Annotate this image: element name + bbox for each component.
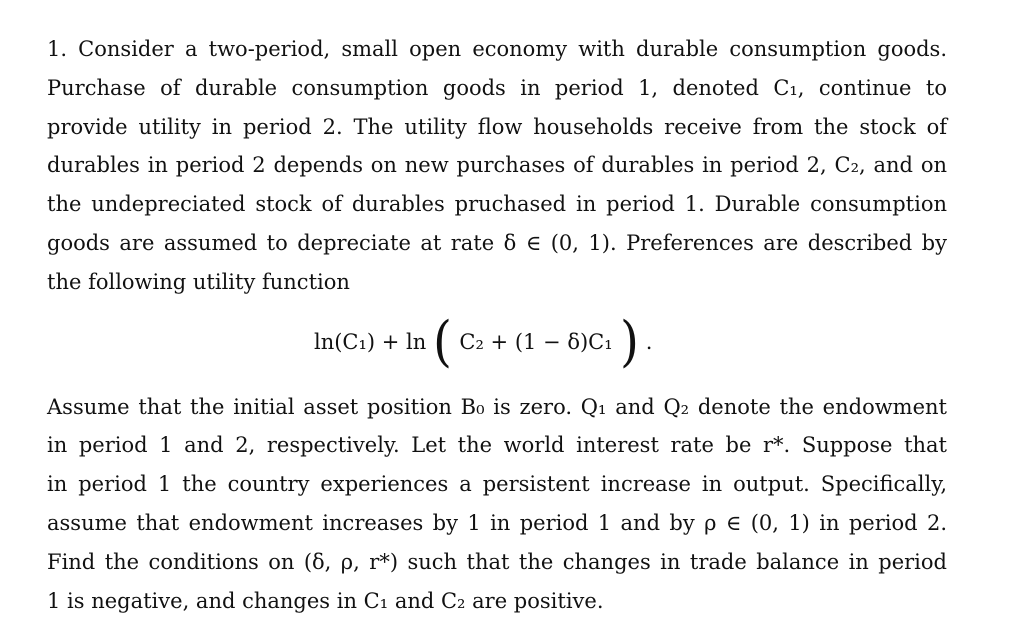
equation-left: ln(C₁) + ln — [314, 329, 427, 354]
text-line: assume that endowment increases by 1 in period 1 and by ρ ∈ (0, 1) in period 2. — [47, 510, 947, 535]
text-line: Assume that the initial asset position B₀ is zero. Q₁ and Q₂ denote the endowment — [47, 394, 947, 419]
text-line: the undepreciated stock of durables pruchased in period 1. Durable consumption — [47, 192, 947, 217]
left-paren: ( — [433, 309, 453, 373]
text-line: the following utility function — [47, 269, 350, 294]
utility-equation — [47, 304, 947, 384]
text-line: Purchase of durable consumption goods in period 1, denoted C₁, continue to — [47, 75, 947, 100]
problem-paragraph-1 — [47, 30, 947, 302]
text-line: 1 is negative, and changes in C₁ and C₂ are positive. — [47, 588, 604, 613]
text-line: Find the conditions on (δ, ρ, r*) such that the changes in trade balance in period — [47, 549, 947, 574]
text-line: goods are assumed to depreciate at rate δ ∈ (0, 1). Preferences are described by — [47, 230, 947, 255]
problem-text — [47, 30, 947, 620]
right-paren: ) — [619, 309, 639, 373]
text-line: in period 1 the country experiences a persistent increase in output. Specifically, — [47, 472, 947, 497]
text-line: 1. Consider a two-period, small open economy with durable consumption goods. — [47, 37, 947, 61]
text-line: provide utility in period 2. The utility flow households receive from the stock of — [47, 114, 947, 139]
equation-inner: C₂ + (1 − δ)C₁ — [459, 329, 613, 354]
problem-paragraph-2 — [47, 388, 947, 621]
text-line: in period 1 and 2, respectively. Let the world interest rate be r*. Suppose that — [47, 433, 947, 458]
text-line: durables in period 2 depends on new purchases of durables in period 2, C₂, and on — [47, 153, 947, 178]
equation-end: . — [645, 329, 653, 354]
